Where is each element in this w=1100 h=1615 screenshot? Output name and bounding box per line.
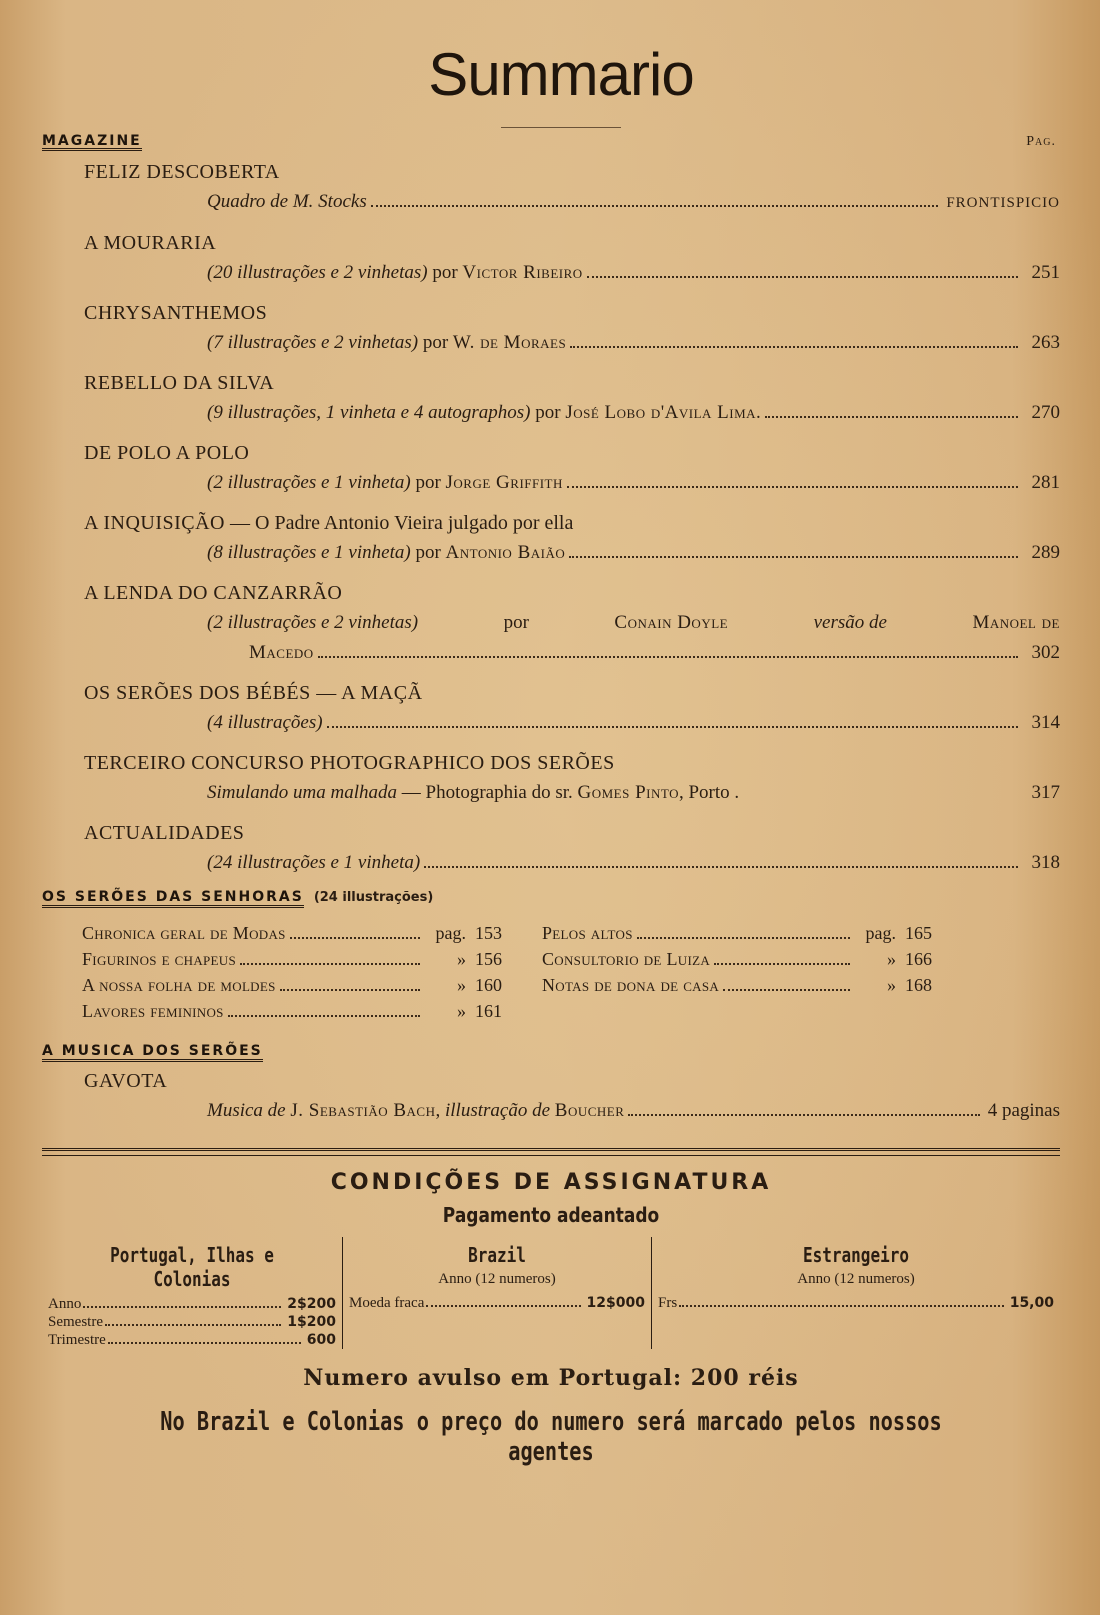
- senhoras-left-column: [82, 920, 502, 1024]
- entry-page: 263: [1031, 332, 1060, 353]
- entry-description: (2 illustrações e 2 vinhetas): [207, 612, 419, 633]
- price-row: [48, 1295, 336, 1313]
- leader-dots: [318, 656, 1018, 658]
- entry-description: (24 illustrações e 1 vinheta): [207, 852, 421, 873]
- item-page: 160: [475, 975, 502, 995]
- toc-entry: [42, 228, 1060, 288]
- entry-detail: [42, 848, 1060, 878]
- item-page: 168: [905, 975, 932, 995]
- entry-description: (4 illustrações): [207, 712, 323, 733]
- entry-por: por: [422, 332, 449, 353]
- entry-author: Victor Ribeiro: [462, 262, 583, 283]
- section-divider: [42, 1148, 1060, 1156]
- toc-entry: [42, 678, 1060, 738]
- toc-entry: [42, 438, 1060, 498]
- toc-entry: [42, 508, 1060, 568]
- item-label: Consultorio de Luiza: [542, 949, 711, 969]
- item-label: Chronica geral de Modas: [82, 923, 286, 943]
- list-item: [82, 972, 502, 998]
- portugal-column: [42, 1237, 342, 1349]
- item-prefix: pag.: [865, 923, 896, 943]
- page-title: Summario: [428, 41, 694, 108]
- item-page: 165: [905, 923, 932, 943]
- leader-dots: [327, 726, 1018, 728]
- item-prefix: »: [887, 975, 896, 995]
- list-item: [542, 972, 932, 998]
- price-label: Semestre: [48, 1314, 103, 1330]
- price-amount: 600: [306, 1332, 336, 1348]
- price-row: [349, 1294, 645, 1312]
- price-amount: 2$200: [287, 1296, 336, 1312]
- toc-entry: [42, 368, 1060, 428]
- entry-description: (9 illustrações, 1 vinheta e 4 autographos): [207, 402, 531, 423]
- item-prefix: pag.: [435, 923, 466, 943]
- entry-detail: [42, 608, 1060, 668]
- entry-detail: Musica de J. Sebastião Bach, illustração de Boucher 4 paginas: [42, 1096, 1060, 1126]
- estrangeiro-head: Estrangeiro: [803, 1243, 909, 1267]
- price-label: Trimestre: [48, 1332, 106, 1348]
- entry-author: Gomes Pinto: [577, 782, 679, 803]
- entry-por: por: [415, 472, 441, 493]
- price-row: [658, 1294, 1054, 1312]
- leader-dots: [569, 556, 1018, 558]
- senhoras-section-label: OS SERÕES DAS SENHORAS: [42, 889, 304, 908]
- entry-por: por: [415, 542, 441, 563]
- item-prefix: »: [457, 975, 466, 995]
- entry-title: OS SERÕES DOS BÉBÉS — A MAÇÃ: [84, 682, 423, 704]
- item-prefix: »: [457, 949, 466, 969]
- item-prefix: »: [457, 1001, 466, 1021]
- entry-detail: [42, 328, 1060, 358]
- senhoras-section-note: (24 illustrações): [313, 890, 434, 905]
- single-issue-price: Numero avulso em Portugal: 200 réis: [303, 1365, 799, 1391]
- conditions-title: CONDIÇÕES DE ASSIGNATURA: [330, 1170, 772, 1195]
- entry-page: 318: [1031, 852, 1060, 873]
- magazine-section-head: [42, 134, 1060, 151]
- estrangeiro-note: Anno (12 numeros): [797, 1271, 915, 1287]
- item-label: Figurinos e chapeus: [82, 949, 236, 969]
- musica-section: [42, 1042, 1060, 1126]
- price-amount: 1$200: [287, 1314, 336, 1330]
- entry-pages: 4 paginas: [987, 1100, 1060, 1121]
- entry-versao: versão de: [813, 612, 887, 633]
- entry-page: 289: [1031, 542, 1060, 563]
- item-label: Pelos altos: [542, 923, 633, 943]
- item-page: 161: [475, 1001, 502, 1021]
- entry-author: Jorge Griffith: [445, 472, 563, 493]
- price-label: Anno: [48, 1296, 82, 1312]
- price-label: Frs: [658, 1295, 678, 1311]
- entry-description: (2 illustrações e 1 vinheta): [207, 472, 411, 493]
- toc-entry: [42, 578, 1060, 668]
- entry-detail-tail: , Porto .: [678, 782, 740, 803]
- item-page: 153: [475, 923, 502, 943]
- entry-page: 317: [1031, 782, 1060, 803]
- entry-por: por: [503, 612, 529, 633]
- entry-description: (20 illustrações e 2 vinhetas): [207, 262, 428, 283]
- entry-page: 314: [1031, 712, 1060, 733]
- entry-title: REBELLO DA SILVA: [84, 372, 275, 394]
- entry-detail: [42, 468, 1060, 498]
- senhoras-section: [42, 888, 1060, 1024]
- entry-page: 270: [1031, 402, 1060, 423]
- toc-entry: [42, 157, 1060, 218]
- entry-author: Antonio Baião: [445, 542, 566, 563]
- entry-detail: [42, 778, 1060, 808]
- entry-page: 281: [1031, 472, 1060, 493]
- price-amount: 15,00: [1009, 1295, 1054, 1311]
- toc-entry: [42, 298, 1060, 358]
- entry-detail: [42, 708, 1060, 738]
- item-label: Lavores femininos: [82, 1001, 224, 1021]
- list-item: [542, 920, 932, 946]
- entry-description: (7 illustrações e 2 vinhetas): [207, 332, 419, 353]
- toc-entry: [42, 748, 1060, 808]
- entry-description: Simulando uma malhada: [207, 782, 397, 803]
- entry-title-sub: — O Padre Antonio Vieira julgado por ella: [225, 512, 574, 534]
- entry-title: GAVOTA: [84, 1070, 168, 1092]
- estrangeiro-column: [652, 1237, 1060, 1349]
- item-page: 166: [905, 949, 932, 969]
- price-label: Moeda fraca: [349, 1295, 425, 1311]
- leader-dots: [628, 1114, 979, 1116]
- item-label: A nossa folha de moldes: [82, 975, 276, 995]
- entry-title: A MOURARIA: [84, 232, 217, 254]
- entry-title: TERCEIRO CONCURSO PHOTOGRAPHICO DOS SERÕES: [84, 752, 615, 774]
- entry-illustrator: Boucher: [554, 1100, 625, 1121]
- entry-title: A LENDA DO CANZARRÃO: [84, 582, 343, 604]
- entry-page: FRONTISPICIO: [946, 195, 1060, 211]
- entry-illus-label: illustração de: [444, 1100, 551, 1121]
- brazil-column: [342, 1237, 652, 1349]
- entry-author: José Lobo d'Avila Lima.: [565, 402, 762, 423]
- price-row: [48, 1313, 336, 1331]
- leader-dots: [570, 346, 1018, 348]
- entry-title-main: A INQUISIÇÃO: [84, 512, 225, 534]
- entry-detail: [42, 538, 1060, 568]
- toc-entry: [42, 818, 1060, 878]
- list-item: [82, 998, 502, 1024]
- brazil-head: Brazil: [468, 1243, 526, 1267]
- entry-detail: [42, 398, 1060, 428]
- senhoras-columns: [42, 920, 1060, 1024]
- magazine-entries: [42, 157, 1060, 878]
- entry-translator-cont: Macedo: [249, 642, 314, 663]
- list-item: [542, 946, 932, 972]
- entry-title: [42, 508, 1060, 538]
- entry-title: ACTUALIDADES: [84, 822, 245, 844]
- conditions-subtitle: Pagamento adeantado: [442, 1203, 660, 1227]
- title-rule: [501, 127, 621, 128]
- conditions-grid: [42, 1237, 1060, 1349]
- entry-description: Quadro de M. Stocks: [207, 191, 367, 212]
- entry-detail-rest: — Photographia do sr.: [397, 782, 578, 803]
- leader-dots: [371, 205, 939, 207]
- list-item: [82, 920, 502, 946]
- leader-dots: [765, 416, 1018, 418]
- entry-title: DE POLO A POLO: [84, 442, 250, 464]
- page-column-label: Pag.: [1026, 134, 1056, 149]
- entry-page: 251: [1031, 262, 1060, 283]
- musica-section-label: A MUSICA DOS SERÕES: [42, 1043, 263, 1062]
- entry-por: por: [432, 262, 458, 283]
- price-amount: 12$000: [586, 1295, 645, 1311]
- leader-dots: [587, 276, 1018, 278]
- portugal-head: Portugal, Ilhas e Colonias: [110, 1243, 274, 1291]
- entry-title: FELIZ DESCOBERTA: [84, 161, 280, 183]
- item-label: Notas de dona de casa: [542, 975, 720, 995]
- entry-title: CHRYSANTHEMOS: [84, 302, 268, 324]
- entry-por: por: [535, 402, 561, 423]
- price-row: [48, 1331, 336, 1349]
- entry-author: Conain Doyle: [614, 612, 729, 633]
- entry-page: 302: [1031, 642, 1060, 663]
- entry-description: Musica de: [207, 1100, 286, 1121]
- entry-translator: Manoel de: [972, 612, 1060, 633]
- leader-dots: [424, 866, 1018, 868]
- item-prefix: »: [887, 949, 896, 969]
- entry-composer: J. Sebastião Bach: [290, 1100, 436, 1121]
- entry-description: (8 illustrações e 1 vinheta): [207, 542, 411, 563]
- entry-detail: [42, 258, 1060, 288]
- item-page: 156: [475, 949, 502, 969]
- magazine-section-label: MAGAZINE: [42, 133, 142, 149]
- entry-detail: [42, 187, 1060, 218]
- leader-dots: [567, 486, 1018, 488]
- brazil-price-note: No Brazil e Colonias o preço do numero será marcado pelos nossos agentes: [160, 1407, 942, 1467]
- list-item: [82, 946, 502, 972]
- senhoras-right-column: [542, 920, 932, 1024]
- brazil-note: Anno (12 numeros): [438, 1271, 556, 1287]
- entry-author: W. de Moraes: [452, 332, 567, 353]
